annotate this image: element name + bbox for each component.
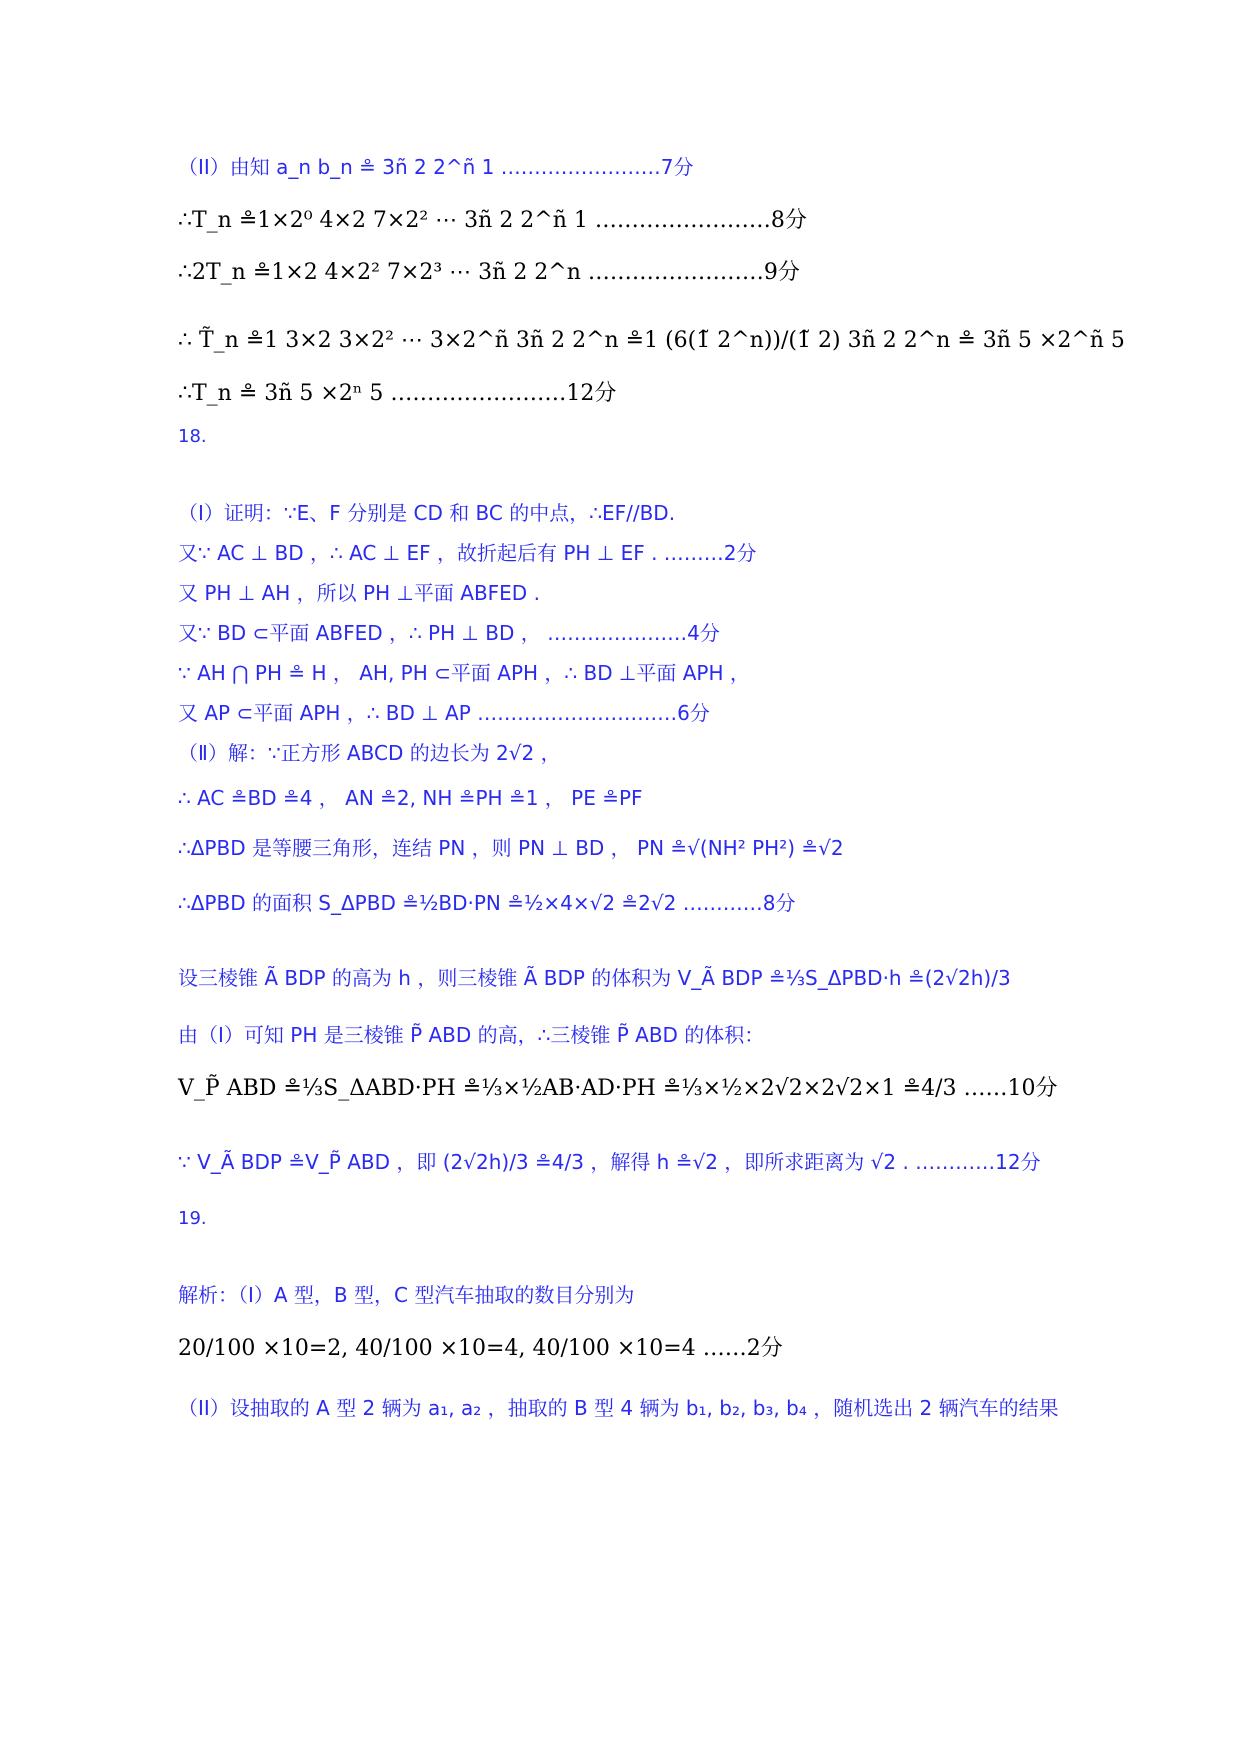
text-line: 由（Ⅰ）可知 PH 是三棱锥 P̃ ABD 的高，∴三棱锥 P̃ ABD 的体积： — [178, 1023, 765, 1047]
text-line: 又 AP ⊂平面 APH ，∴ BD ⊥ AP …………………………6分 — [178, 701, 710, 725]
text-line: ∴2T_n ≗1×2 4×2² 7×2³ ⋯ 3ñ 2 2^n ……………………9分 — [178, 260, 800, 285]
text-line: 又∵ BD ⊂平面 ABFED ，∴ PH ⊥ BD ， …………………4分 — [178, 621, 720, 645]
text-line: （Ⅰ）证明：∵E、F 分别是 CD 和 BC 的中点，∴EF//BD. — [178, 501, 676, 525]
text-line: ∴ AC ≗BD ≗4 ， AN ≗2, NH ≗PH ≗1 ， PE ≗PF — [178, 786, 643, 810]
text-line: 设三棱锥 Ã BDP 的高为 h ，则三棱锥 Ã BDP 的体积为 V_Ã BDP ≗⅓S_ΔPBD·h ≗(2√2h)/3 — [178, 966, 1011, 990]
text-line: ∴ΔPBD 是等腰三角形，连结 PN ，则 PN ⊥ BD ， PN ≗√(NH² PH²) ≗√2 — [178, 836, 844, 860]
text-line: ∵ AH ⋂ PH ≗ H ， AH, PH ⊂平面 APH ，∴ BD ⊥平面 APH ， — [178, 661, 750, 685]
text-line: ∵ V_Ã BDP ≗V_P̃ ABD ，即 (2√2h)/3 ≗4/3 ，解得 h ≗√2 ，即所求距离为 √2 . …………12分 — [178, 1150, 1041, 1174]
text-line: V_P̃ ABD ≗⅓S_ΔABD·PH ≗⅓×½AB·AD·PH ≗⅓×½×2√2×2√2×1 ≗4/3 ……10分 — [178, 1076, 1058, 1101]
text-line: （II）设抽取的 A 型 2 辆为 a₁, a₂ ，抽取的 B 型 4 辆为 b₁, b₂, b₃, b₄ ，随机选出 2 辆汽车的结果 — [178, 1396, 1059, 1420]
text-line: 解析：（I）A 型，B 型，C 型汽车抽取的数目分别为 — [178, 1283, 635, 1307]
text-line: 19. — [178, 1208, 207, 1229]
text-line: （Ⅱ）解：∵正方形 ABCD 的边长为 2√2 ， — [178, 741, 561, 765]
text-line: ∴ T̃_n ≗1 3×2 3×2² ⋯ 3×2^ñ 3ñ 2 2^n ≗1 (6(1̃ 2^n))/(1̃ 2) 3ñ 2 2^n ≗ 3ñ 5 ×2^ñ 5 — [178, 328, 1125, 353]
text-line: 又 PH ⊥ AH ，所以 PH ⊥平面 ABFED . — [178, 581, 540, 605]
text-line: ∴T_n ≗ 3ñ 5 ×2ⁿ 5 ……………………12分 — [178, 381, 617, 406]
text-line: 20/100 ×10=2, 40/100 ×10=4, 40/100 ×10=4 ……2分 — [178, 1336, 783, 1361]
text-line: 又∵ AC ⊥ BD ，∴ AC ⊥ EF ，故折起后有 PH ⊥ EF . ………2分 — [178, 541, 757, 565]
text-line: ∴T_n ≗1×2⁰ 4×2 7×2² ⋯ 3ñ 2 2^ñ 1 ……………………8分 — [178, 208, 807, 233]
text-line: （II）由知 a_n b_n ≗ 3ñ 2 2^ñ 1 ……………………7分 — [178, 155, 694, 179]
text-line: 18. — [178, 426, 207, 447]
text-line: ∴ΔPBD 的面积 S_ΔPBD ≗½BD·PN ≗½×4×√2 ≗2√2 …………8分 — [178, 891, 796, 915]
